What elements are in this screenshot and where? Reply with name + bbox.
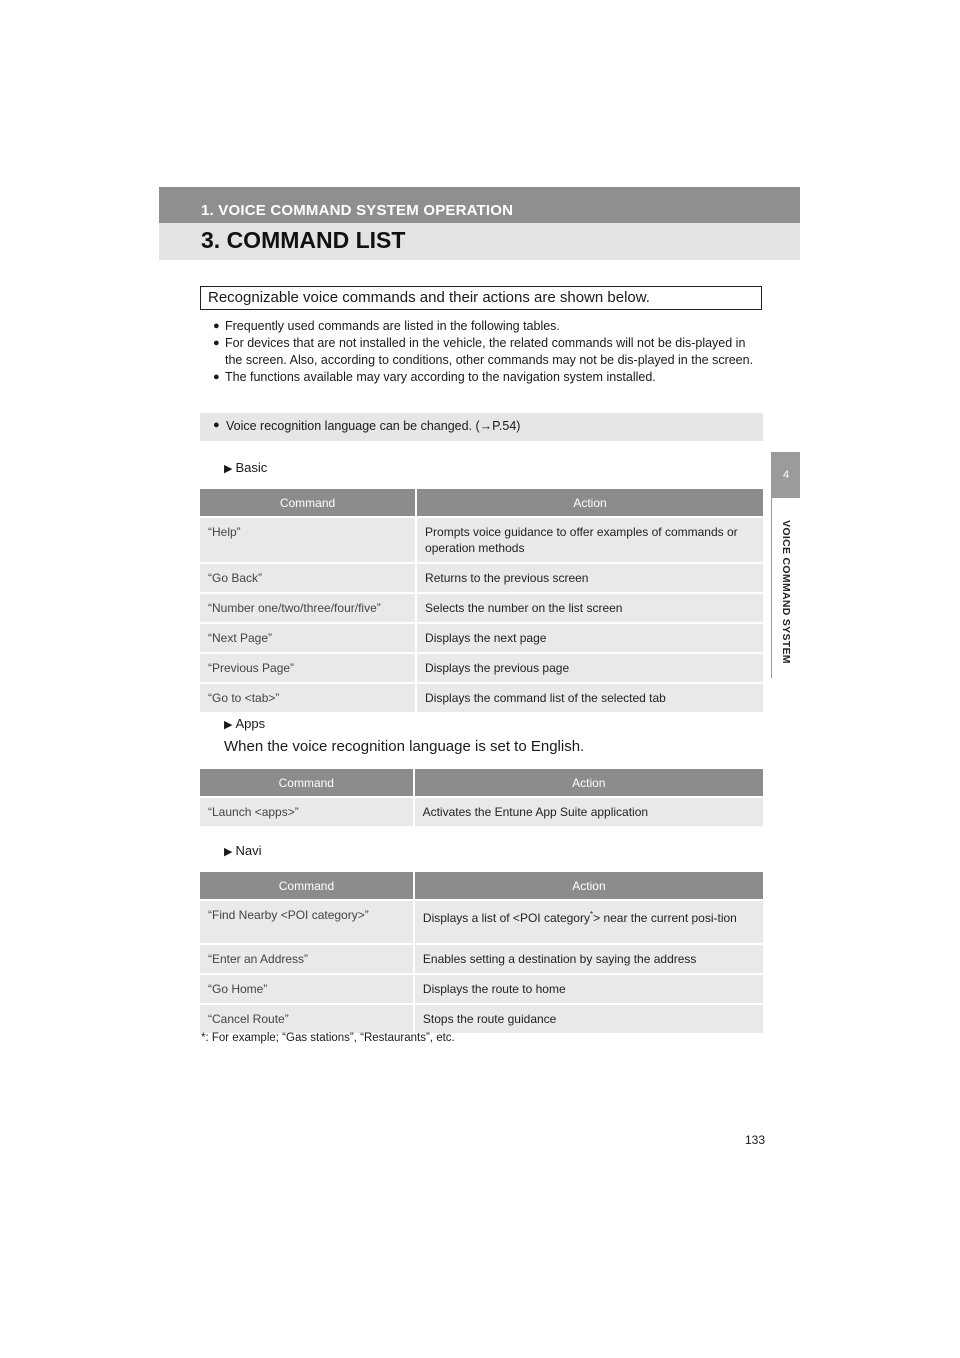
page-title: 3. COMMAND LIST <box>201 227 406 253</box>
language-note-text: ● Voice recognition language can be changed. (→P.54) <box>213 419 520 433</box>
action-cell: Displays the next page <box>416 623 763 653</box>
command-cell: “Find Nearby <POI category>” <box>200 900 414 944</box>
bullet-item: ● Frequently used commands are listed in the following tables. <box>213 318 763 335</box>
command-column-header: Command <box>200 769 414 797</box>
command-cell: “Cancel Route” <box>200 1004 414 1033</box>
table-row <box>200 517 763 563</box>
table-row <box>200 683 763 712</box>
table-row <box>200 900 763 944</box>
bullet-item: ● The functions available may vary according to the navigation system installed. <box>213 369 763 386</box>
table-row <box>200 974 763 1004</box>
action-text-end: > near the current posi-tion <box>593 911 737 925</box>
action-column-header: Action <box>414 769 763 797</box>
triangle-right-icon: ▶ <box>224 719 233 731</box>
command-cell: “Go Back” <box>200 563 416 593</box>
table-header-row <box>200 489 763 517</box>
command-cell: “Help” <box>200 517 416 563</box>
table-header-row <box>200 872 763 900</box>
footnote: *: For example; “Gas stations”, “Restaurants”, etc. <box>201 1032 455 1044</box>
chapter-number: 4 <box>782 469 790 481</box>
table-row <box>200 623 763 653</box>
action-cell: Returns to the previous screen <box>416 563 763 593</box>
action-column-header: Action <box>414 872 763 900</box>
action-text-start: Displays a list of <POI category <box>422 911 590 925</box>
action-cell <box>414 900 763 944</box>
command-cell: “Previous Page” <box>200 653 416 683</box>
intro-text: Recognizable voice commands and their actions are shown below. <box>208 289 650 306</box>
table-row <box>200 563 763 593</box>
footnote-mark: * <box>589 910 594 919</box>
basic-command-table <box>200 489 763 712</box>
chapter-title: VOICE COMMAND SYSTEM <box>780 520 792 664</box>
table-row <box>200 797 763 826</box>
navi-heading-label: Navi <box>235 843 262 858</box>
apps-heading <box>224 716 265 731</box>
section-label: 1. VOICE COMMAND SYSTEM OPERATION <box>201 202 514 219</box>
command-cell: “Number one/two/three/four/five” <box>200 593 416 623</box>
command-column-header: Command <box>200 489 416 517</box>
table-header-row <box>200 769 763 797</box>
triangle-right-icon: ▶ <box>224 463 233 475</box>
action-cell: Activates the Entune App Suite application <box>414 797 763 826</box>
intro-box <box>200 286 762 310</box>
navi-heading <box>224 843 261 858</box>
basic-heading-label: Basic <box>235 460 268 475</box>
command-cell: “Go to <tab>” <box>200 683 416 712</box>
action-cell: Enables setting a destination by saying the address <box>414 944 763 974</box>
table-row <box>200 593 763 623</box>
command-cell: “Go Home” <box>200 974 414 1004</box>
triangle-right-icon: ▶ <box>224 846 233 858</box>
action-cell: Displays the route to home <box>414 974 763 1004</box>
table-row <box>200 944 763 974</box>
table-row <box>200 653 763 683</box>
action-cell: Selects the number on the list screen <box>416 593 763 623</box>
basic-heading <box>224 460 267 475</box>
action-cell: Displays the command list of the selected tab <box>416 683 763 712</box>
navi-command-table <box>200 872 763 1033</box>
command-column-header: Command <box>200 872 414 900</box>
action-cell: Stops the route guidance <box>414 1004 763 1033</box>
table-row <box>200 1004 763 1033</box>
chapter-tab <box>772 452 800 498</box>
title-bar <box>159 223 800 260</box>
apps-command-table <box>200 769 763 826</box>
apps-heading-label: Apps <box>235 716 266 731</box>
command-cell: “Launch <apps>” <box>200 797 414 826</box>
action-cell: Displays the previous page <box>416 653 763 683</box>
section-header-bar <box>159 187 800 223</box>
bullet-item: ● For devices that are not installed in the vehicle, the related commands will not be dis-played in the screen. Also, according to conditions, other commands may not be dis-played in the screen. <box>213 335 763 369</box>
command-cell: “Enter an Address” <box>200 944 414 974</box>
apps-language-note: When the voice recognition language is set to English. <box>224 738 585 755</box>
action-cell: Prompts voice guidance to offer examples of commands or operation methods <box>416 517 763 563</box>
bullet-list <box>213 318 763 386</box>
command-cell: “Next Page” <box>200 623 416 653</box>
language-note-box <box>200 413 763 441</box>
page-number: 133 <box>745 1133 766 1147</box>
action-column-header: Action <box>416 489 763 517</box>
